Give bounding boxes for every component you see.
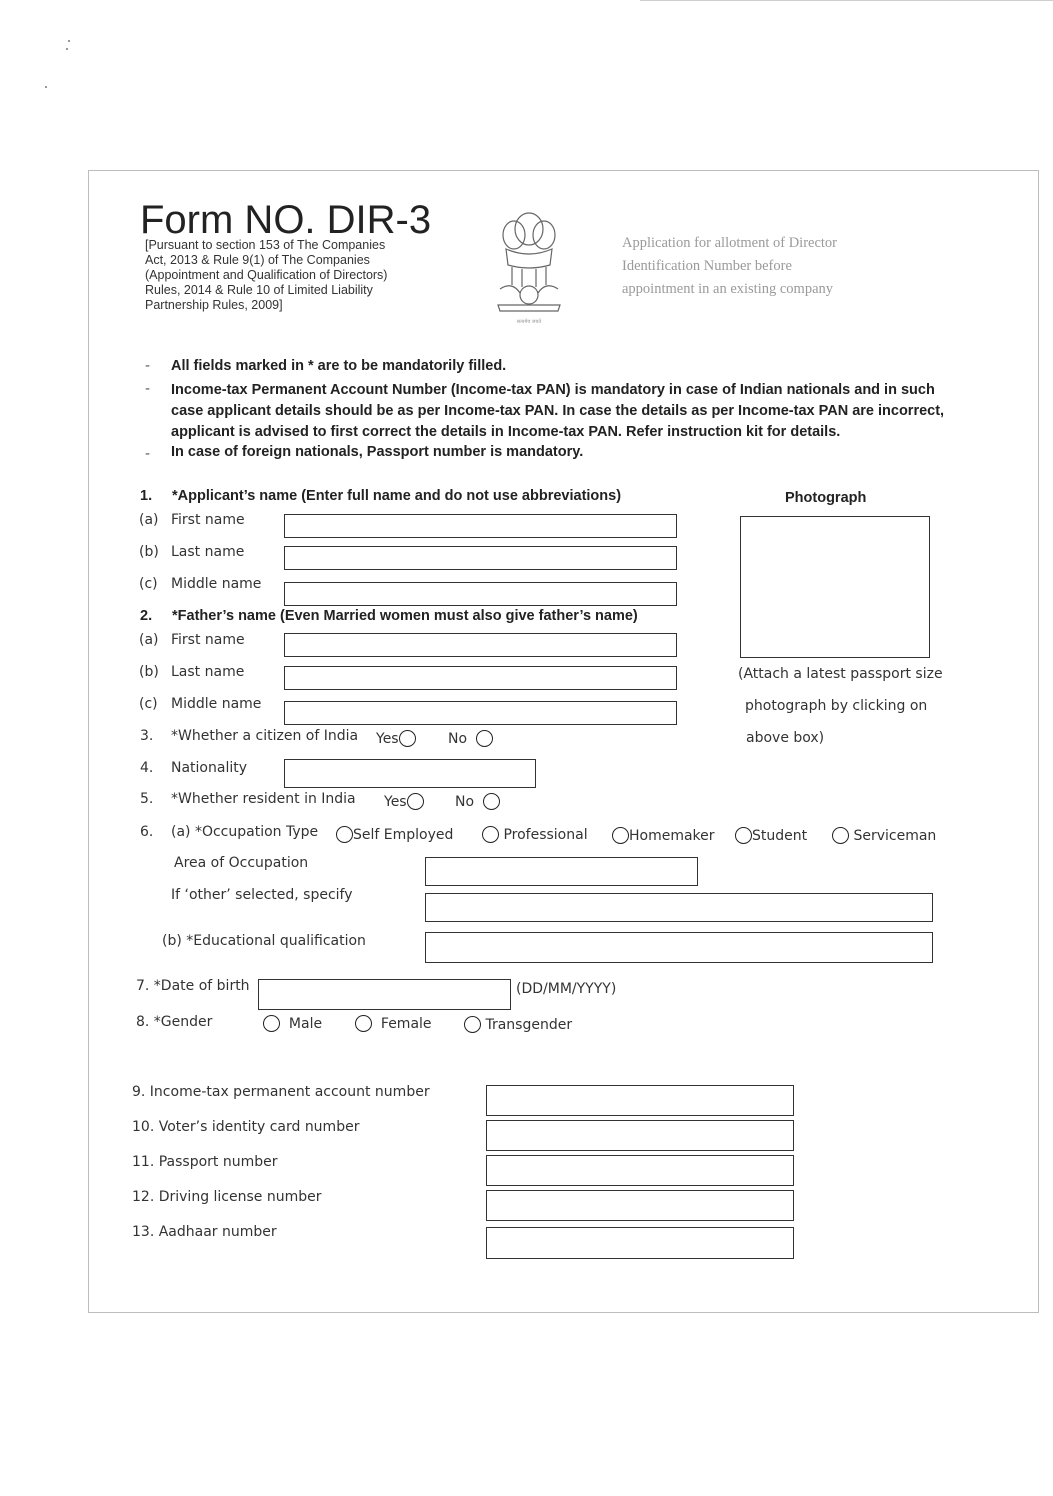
resident-yes-option[interactable] — [384, 793, 424, 810]
instruction-mandatory: All fields marked in * are to be mandatorily filled. — [171, 358, 507, 374]
item-number: 2. — [140, 608, 153, 624]
pan-label: 9. Income-tax permanent account number — [132, 1084, 430, 1100]
nationality-label: Nationality — [171, 760, 248, 776]
photograph-label: Photograph — [785, 490, 867, 506]
educational-qualification-field[interactable] — [425, 932, 933, 963]
female-radio[interactable] — [355, 1015, 372, 1032]
applicant-first-name-field[interactable] — [284, 514, 677, 538]
educational-qualification-label: (b) *Educational qualification — [162, 933, 366, 949]
father-last-name-field[interactable] — [284, 666, 677, 690]
gender-label: 8. *Gender — [136, 1014, 213, 1030]
pursuant-line: [Pursuant to section 153 of The Companies — [145, 238, 386, 252]
area-of-occupation-label: Area of Occupation — [174, 855, 309, 871]
sub-label: (a) — [139, 512, 159, 528]
pursuant-line: (Appointment and Qualification of Directors) — [145, 268, 388, 282]
date-of-birth-field[interactable] — [258, 979, 511, 1010]
gender-option-transgender[interactable] — [464, 1016, 572, 1033]
option-label: Homemaker — [629, 828, 715, 844]
date-format-hint: (DD/MM/YYYY) — [516, 981, 617, 997]
state-emblem-icon — [492, 205, 566, 325]
passport-number-label: 11. Passport number — [132, 1154, 278, 1170]
bullet-dash: - — [145, 446, 151, 462]
citizen-yes-option[interactable] — [376, 730, 416, 747]
resident-no-radio[interactable] — [483, 793, 500, 810]
no-label: No — [448, 731, 468, 747]
option-label: Serviceman — [853, 828, 937, 844]
item-number: 1. — [140, 488, 153, 504]
option-label: Self Employed — [353, 827, 454, 843]
area-of-occupation-field[interactable] — [425, 857, 698, 886]
resident-label: *Whether resident in India — [171, 791, 356, 807]
driving-license-label: 12. Driving license number — [132, 1189, 322, 1205]
photograph-note-line: (Attach a latest passport size — [738, 666, 943, 682]
bullet-dash: - — [145, 381, 151, 397]
occupation-option-serviceman[interactable] — [832, 827, 936, 844]
pursuant-line: Rules, 2014 & Rule 10 of Limited Liability — [145, 283, 373, 297]
student-radio[interactable] — [735, 827, 752, 844]
gender-option-male[interactable] — [263, 1015, 322, 1032]
father-last-name-label: Last name — [171, 664, 245, 680]
applicant-middle-name-label: Middle name — [171, 576, 262, 592]
driving-license-field[interactable] — [486, 1190, 794, 1221]
self-employed-radio[interactable] — [336, 826, 353, 843]
father-first-name-field[interactable] — [284, 633, 677, 657]
applicant-last-name-field[interactable] — [284, 546, 677, 570]
occupation-option-self-employed[interactable] — [336, 826, 453, 843]
applicant-name-heading: *Applicant’s name (Enter full name and do not use abbreviations) — [172, 488, 622, 504]
resident-yes-radio[interactable] — [407, 793, 424, 810]
father-name-heading: *Father’s name (Even Married women must also give father’s name) — [172, 608, 638, 624]
sub-label: (b) — [139, 544, 159, 560]
instruction-pan: Income-tax Permanent Account Number (Income-tax PAN) is mandatory in case of Indian nationals and in such case applicant details should be as per Income-tax PAN. In case the details as per Income-tax PAN are incorrect, applicant is advised to first correct the details in Income-tax PAN. Refer instruction kit for details. — [171, 382, 945, 440]
occupation-type-label: (a) *Occupation Type — [171, 824, 319, 840]
form-title: Form NO. DIR-3 — [140, 198, 432, 242]
scan-edge-line — [640, 0, 1053, 1]
date-of-birth-label: 7. *Date of birth — [136, 978, 250, 994]
gender-option-female[interactable] — [355, 1015, 432, 1032]
option-label: Transgender — [485, 1017, 573, 1033]
option-label: Student — [752, 828, 808, 844]
pursuant-note — [145, 238, 465, 313]
father-middle-name-label: Middle name — [171, 696, 262, 712]
application-purpose — [622, 232, 902, 301]
application-line: Application for allotment of Director — [622, 235, 838, 251]
photograph-note-line: above box) — [746, 730, 825, 746]
voter-id-field[interactable] — [486, 1120, 794, 1151]
transgender-radio[interactable] — [464, 1016, 481, 1033]
photograph-note-line: photograph by clicking on — [745, 698, 928, 714]
item-number: 6. — [140, 824, 154, 840]
professional-radio[interactable] — [482, 826, 499, 843]
application-line: appointment in an existing company — [622, 281, 834, 297]
bullet-dash: - — [145, 358, 151, 374]
father-middle-name-field[interactable] — [284, 701, 677, 725]
svg-text:सत्यमेव जयते: सत्यमेव जयते — [516, 319, 542, 325]
sub-label: (c) — [139, 576, 158, 592]
scan-speck — [45, 86, 47, 88]
applicant-last-name-label: Last name — [171, 544, 245, 560]
option-label: Male — [288, 1016, 323, 1032]
homemaker-radio[interactable] — [612, 827, 629, 844]
no-label: No — [455, 794, 475, 810]
yes-label: Yes — [384, 794, 407, 810]
father-first-name-label: First name — [171, 632, 245, 648]
citizen-no-radio[interactable] — [476, 730, 493, 747]
aadhaar-field[interactable] — [486, 1227, 794, 1259]
instruction-passport: In case of foreign nationals, Passport number is mandatory. — [171, 444, 584, 460]
yes-label: Yes — [376, 731, 399, 747]
applicant-first-name-label: First name — [171, 512, 245, 528]
application-line: Identification Number before — [622, 258, 792, 274]
pursuant-line: Partnership Rules, 2009] — [145, 298, 283, 312]
scan-speck — [66, 48, 68, 50]
item-number: 4. — [140, 760, 154, 776]
nationality-field[interactable] — [284, 759, 536, 788]
sub-label: (b) — [139, 664, 159, 680]
male-radio[interactable] — [263, 1015, 280, 1032]
other-specify-label: If ‘other’ selected, specify — [171, 887, 353, 903]
pursuant-line: Act, 2013 & Rule 9(1) of The Companies — [145, 253, 370, 267]
other-specify-field[interactable] — [425, 893, 933, 922]
scan-speck — [68, 40, 70, 42]
aadhaar-label: 13. Aadhaar number — [132, 1224, 277, 1240]
resident-no-option[interactable] — [455, 793, 500, 810]
occupation-option-professional[interactable] — [482, 826, 588, 843]
passport-number-field[interactable] — [486, 1155, 794, 1186]
pan-field[interactable] — [486, 1085, 794, 1116]
item-number: 5. — [140, 791, 154, 807]
voter-id-label: 10. Voter’s identity card number — [132, 1119, 360, 1135]
citizen-label: *Whether a citizen of India — [171, 728, 359, 744]
sub-label: (a) — [139, 632, 159, 648]
citizen-yes-radio[interactable] — [399, 730, 416, 747]
photograph-upload-box[interactable] — [740, 516, 930, 658]
occupation-option-homemaker[interactable] — [612, 827, 715, 844]
item-number: 3. — [140, 728, 154, 744]
citizen-no-option[interactable] — [448, 730, 493, 747]
option-label: Professional — [503, 827, 588, 843]
applicant-middle-name-field[interactable] — [284, 582, 677, 606]
option-label: Female — [380, 1016, 432, 1032]
serviceman-radio[interactable] — [832, 827, 849, 844]
occupation-option-student[interactable] — [735, 827, 807, 844]
sub-label: (c) — [139, 696, 158, 712]
